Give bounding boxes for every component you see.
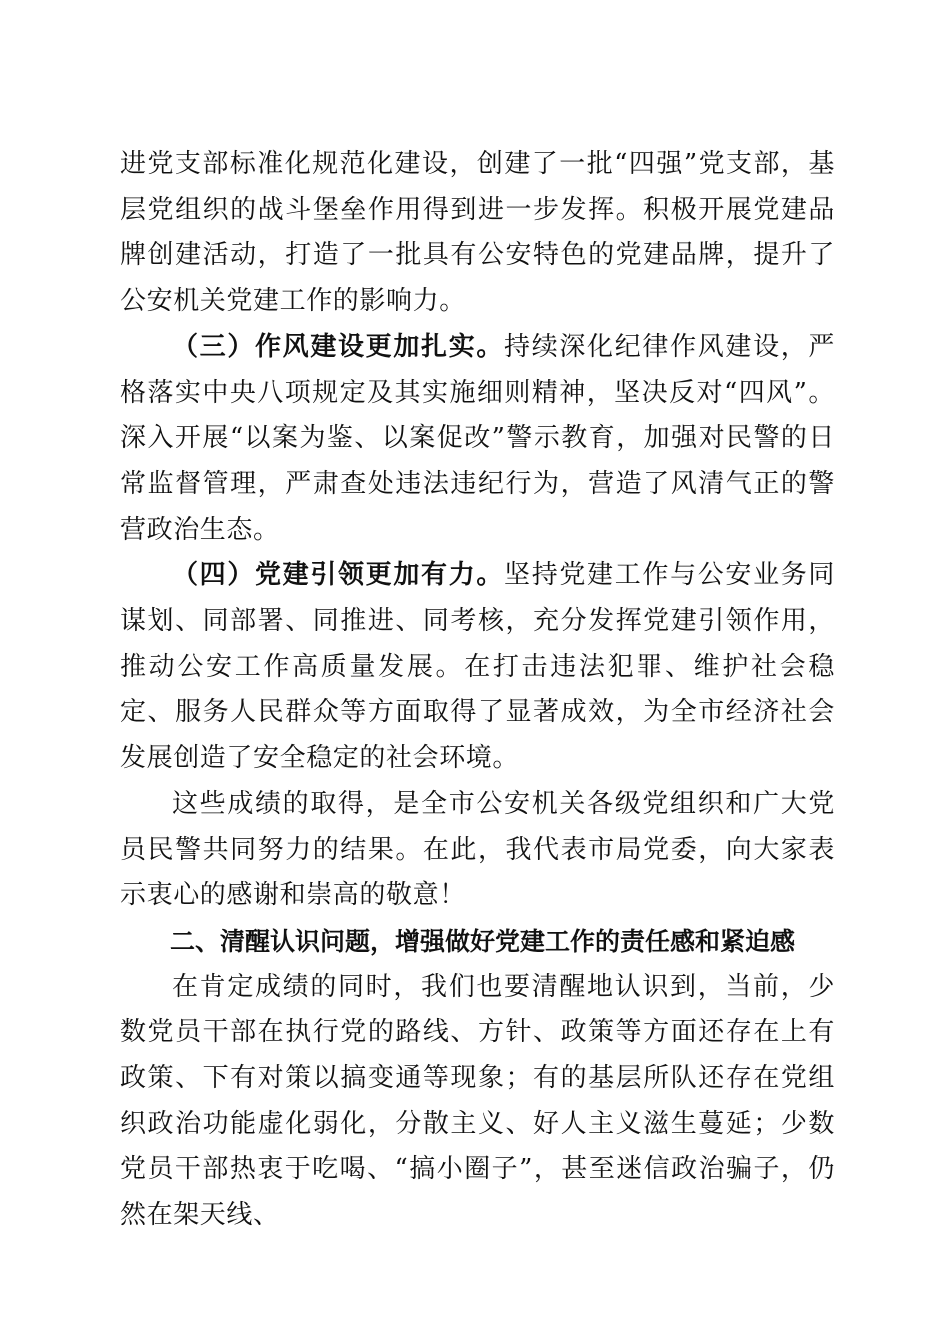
document-body bbox=[120, 142, 835, 1239]
paragraph-text: 坚持党建工作与公安业务同谋划、同部署、同推进、同考核，充分发挥党建引领作用，推动公安工作高质量发展。在打击违法犯罪、维护社会稳定、服务人民群众等方面取得了显著成效，为全市经济社会发展创造了安全稳定的社会环境。 bbox=[120, 560, 836, 774]
paragraph-text: 在肯定成绩的同时，我们也要清醒地认识到，当前，少数党员干部在执行党的路线、方针、政策等方面还存在上有政策、下有对策以搞变通等现象；有的基层所队还存在党组织政治功能虚化弱化，分散主义、好人主义滋生蔓延；少数党员干部热衷于吃喝、“搞小圈子”，甚至迷信政治骗子，仍然在架天线、 bbox=[120, 971, 835, 1231]
continuation-paragraph bbox=[120, 142, 835, 325]
paragraph-style-construction bbox=[120, 325, 835, 554]
paragraph-lead-heading: （四）党建引领更加有力。 bbox=[172, 560, 505, 591]
paragraph-text: 这些成绩的取得，是全市公安机关各级党组织和广大党员民警共同努力的结果。在此，我代表市局党委，向大家表示衷心的感谢和崇高的敬意！ bbox=[120, 788, 835, 911]
paragraph-problems bbox=[120, 965, 835, 1239]
paragraph-lead-heading: （三）作风建设更加扎实。 bbox=[172, 331, 505, 362]
paragraph-text: 进党支部标准化规范化建设，创建了一批“四强”党支部，基层党组织的战斗堡垒作用得到进一步发挥。积极开展党建品牌创建活动，打造了一批具有公安特色的党建品牌，提升了公安机关党建工作的影响力。 bbox=[120, 149, 835, 317]
section-heading: 二、清醒认识问题，增强做好党建工作的责任感和紧迫感 bbox=[170, 926, 796, 956]
paragraph-party-leadership bbox=[120, 553, 835, 782]
paragraph-text: 持续深化纪律作风建设，严格落实中央八项规定及其实施细则精神，坚决反对“四风”。深入开展“以案为鉴、以案促改”警示教育，加强对民警的日常监督管理，严肃查处违法违纪行为，营造了风清气正的警营政治生态。 bbox=[120, 331, 836, 545]
paragraph-acknowledgement bbox=[120, 782, 835, 919]
